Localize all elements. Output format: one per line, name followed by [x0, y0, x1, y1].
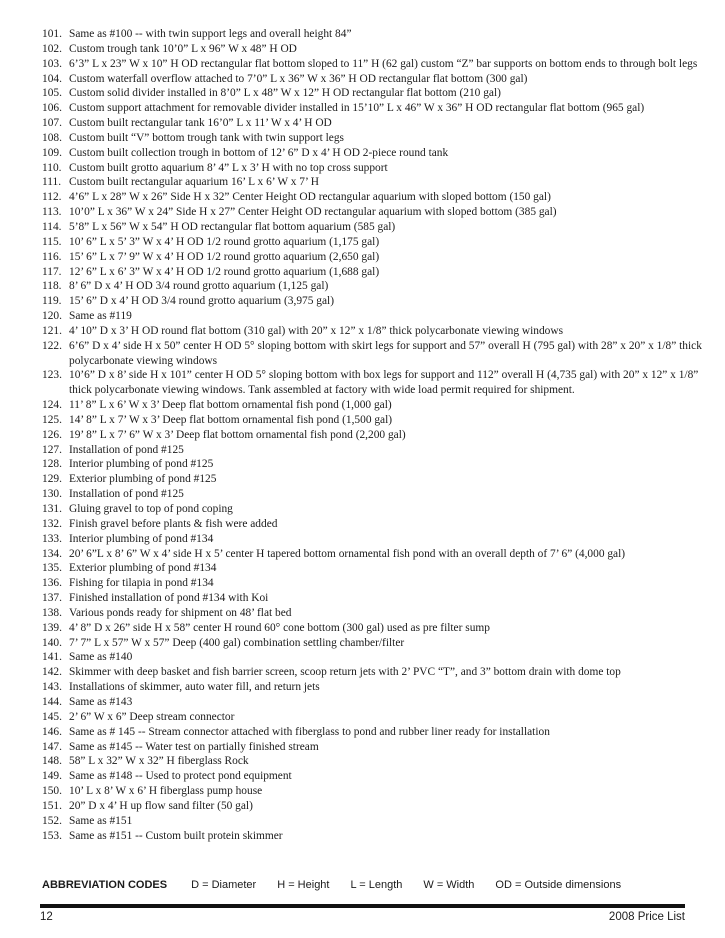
- item-number: 118.: [42, 280, 62, 293]
- list-item: [42, 636, 712, 651]
- list-item: [42, 591, 712, 606]
- item-description: Same as #151: [69, 814, 133, 827]
- item-description: Same as # 145 -- Stream connector attached with fiberglass to pond and rubber liner ready for installation: [69, 725, 550, 738]
- item-description: Various ponds ready for shipment on 48’ flat bed: [69, 606, 292, 619]
- list-item: [42, 502, 712, 517]
- item-description: Custom built grotto aquarium 8’ 4” L x 3’ H with no top cross support: [69, 161, 388, 174]
- item-description: 15’ 6” L x 7’ 9” W x 4’ H OD 1/2 round grotto aquarium (2,650 gal): [69, 250, 380, 263]
- item-description: Custom trough tank 10’0” L x 96” W x 48” H OD: [69, 42, 297, 55]
- list-item: [42, 324, 712, 339]
- item-description: Installation of pond #125: [69, 443, 184, 456]
- item-number: 122.: [42, 339, 62, 352]
- list-item: [42, 42, 712, 57]
- item-description: 5’8” L x 56” W x 54” H OD rectangular flat bottom aquarium (585 gal): [69, 220, 396, 233]
- item-description: Same as #140: [69, 651, 133, 664]
- list-item: [42, 57, 712, 72]
- item-description: 6’6” D x 4’ side H x 50” center H OD 5° sloping bottom with skirt legs for support and 57” overall H (795 gal) with 28” x 20” x 1/8” thick polycarbonate viewing windows: [69, 339, 702, 367]
- item-number: 143.: [42, 681, 62, 694]
- item-description: Installations of skimmer, auto water fill, and return jets: [69, 681, 320, 694]
- item-description: Exterior plumbing of pond #134: [69, 562, 217, 575]
- item-description: Interior plumbing of pond #125: [69, 458, 214, 471]
- item-number: 151.: [42, 799, 62, 812]
- item-description: 2’ 6” W x 6” Deep stream connector: [69, 710, 235, 723]
- item-description: 6’3” L x 23” W x 10” H OD rectangular flat bottom sloped to 11” H (62 gal) custom “Z” bar supports on bottom ends to through bolt legs: [69, 57, 698, 70]
- list-item: [42, 784, 712, 799]
- item-description: Gluing gravel to top of pond coping: [69, 503, 233, 515]
- list-item: [42, 235, 712, 250]
- item-number: 127.: [42, 443, 62, 456]
- item-description: Same as #151 -- Custom built protein skimmer: [69, 829, 283, 842]
- item-description: 10’0” L x 36” W x 24” Side H x 27” Center Height OD rectangular aquarium with sloped bottom (385 gal): [69, 206, 557, 219]
- item-number: 131.: [42, 503, 62, 515]
- abbreviation-code: W = Width: [423, 879, 475, 891]
- abbreviation-codes-section: [42, 879, 687, 891]
- list-item: [42, 175, 712, 190]
- abbreviation-code: OD = Outside dimensions: [495, 879, 622, 891]
- item-number: 109.: [42, 146, 62, 159]
- item-description: Custom support attachment for removable divider installed in 15’10” L x 46” W x 36” H OD rectangular flat bottom (965 gal): [69, 102, 645, 115]
- item-number: 120.: [42, 310, 62, 323]
- footer-title: 2008 Price List: [608, 911, 685, 923]
- item-number: 106.: [42, 102, 62, 115]
- page-footer: [40, 911, 685, 923]
- list-item: [42, 27, 712, 42]
- item-number: 110.: [42, 161, 62, 174]
- list-item: [42, 576, 712, 591]
- item-number: 116.: [42, 250, 62, 263]
- list-item: [42, 413, 712, 428]
- item-description: Custom built rectangular aquarium 16’ L x 6’ W x 7’ H: [69, 176, 320, 189]
- list-item: [42, 250, 712, 265]
- item-number: 126.: [42, 428, 62, 441]
- item-description: 12’ 6” L x 6’ 3” W x 4’ H OD 1/2 round grotto aquarium (1,688 gal): [69, 265, 380, 278]
- item-number: 121.: [42, 324, 62, 337]
- list-item: [42, 161, 712, 176]
- item-description: Installation of pond #125: [69, 488, 184, 501]
- item-description: Interior plumbing of pond #134: [69, 532, 214, 545]
- item-description: 20’ 6”L x 8’ 6” W x 4’ side H x 5’ center H tapered bottom ornamental fish pond with an overall depth of 7’ 6” (4,000 gal): [69, 547, 626, 560]
- item-description: 58” L x 32” W x 32” H fiberglass Rock: [69, 755, 249, 768]
- item-description: Custom solid divider installed in 8’0” L x 48” W x 12” H OD rectangular flat bottom (210 gal): [69, 87, 501, 100]
- item-description: Exterior plumbing of pond #125: [69, 473, 217, 486]
- item-description: 7’ 7” L x 57” W x 57” Deep (400 gal) combination settling chamber/filter: [69, 636, 405, 649]
- item-number: 136.: [42, 577, 62, 590]
- item-description: Finish gravel before plants & fish were added: [69, 517, 278, 530]
- item-number: 105.: [42, 87, 62, 100]
- item-number: 103.: [42, 57, 62, 70]
- item-number: 112.: [42, 191, 62, 204]
- list-item: [42, 205, 712, 220]
- item-description: 4’ 8” D x 26” side H x 58” center H round 60° cone bottom (300 gal) used as pre filter sump: [69, 621, 490, 634]
- item-number: 147.: [42, 740, 62, 753]
- item-number: 128.: [42, 458, 62, 471]
- item-number: 102.: [42, 42, 62, 55]
- abbreviation-codes-title: ABBREVIATION CODES: [42, 879, 168, 891]
- list-item: [42, 547, 712, 562]
- item-number: 123.: [42, 369, 62, 382]
- list-item: [42, 294, 712, 309]
- item-description: Custom built collection trough in bottom of 12’ 6” D x 4’ H OD 2-piece round tank: [69, 146, 449, 159]
- list-item: [42, 472, 712, 487]
- list-item: [42, 428, 712, 443]
- item-description: Same as #100 -- with twin support legs and overall height 84”: [69, 28, 352, 40]
- item-description: Custom built rectangular tank 16’0” L x 11’ W x 4’ H OD: [69, 117, 332, 130]
- list-item: [42, 86, 712, 101]
- item-number: 111.: [42, 176, 62, 189]
- item-description: 8’ 6” D x 4’ H OD 3/4 round grotto aquarium (1,125 gal): [69, 280, 329, 293]
- abbreviation-code: L = Length: [350, 879, 403, 891]
- item-description: Custom waterfall overflow attached to 7’0” L x 36” W x 36” H OD rectangular flat bottom (300 gal): [69, 72, 528, 85]
- list-item: [42, 309, 712, 324]
- list-item: [42, 487, 712, 502]
- item-description: Custom built “V” bottom trough tank with twin support legs: [69, 131, 344, 144]
- item-number: 107.: [42, 117, 62, 130]
- item-description: Same as #119: [69, 310, 132, 323]
- list-item: [42, 101, 712, 116]
- item-description: 4’ 10” D x 3’ H OD round flat bottom (310 gal) with 20” x 12” x 1/8” thick polycarbonate viewing windows: [69, 324, 564, 337]
- item-description: 4’6” L x 28” W x 26” Side H x 32” Center Height OD rectangular aquarium with sloped bottom (150 gal): [69, 191, 551, 204]
- item-number: 130.: [42, 488, 62, 501]
- item-number: 114.: [42, 220, 62, 233]
- list-item: [42, 116, 712, 131]
- list-item: [42, 532, 712, 547]
- item-number: 140.: [42, 636, 62, 649]
- item-number: 124.: [42, 399, 62, 412]
- item-description: 15’ 6” D x 4’ H OD 3/4 round grotto aquarium (3,975 gal): [69, 295, 334, 308]
- list-item: [42, 725, 712, 740]
- list-item: [42, 754, 712, 769]
- list-item: [42, 265, 712, 280]
- list-item: [42, 665, 712, 680]
- list-item: [42, 829, 712, 844]
- page-number: 12: [40, 911, 53, 923]
- list-item: [42, 606, 712, 621]
- item-description: Skimmer with deep basket and fish barrier screen, scoop return jets with 2’ PVC “T”, and 3” bottom drain with dome top: [69, 666, 621, 679]
- item-number: 101.: [42, 28, 62, 40]
- item-number: 148.: [42, 755, 62, 768]
- item-description: Finished installation of pond #134 with Koi: [69, 592, 269, 605]
- list-item: [42, 146, 712, 161]
- item-number: 144.: [42, 695, 62, 708]
- list-item: [42, 131, 712, 146]
- list-item: [42, 740, 712, 755]
- list-item: [42, 190, 712, 205]
- item-number: 137.: [42, 592, 62, 605]
- item-number: 152.: [42, 814, 62, 827]
- item-number: 125.: [42, 413, 62, 426]
- list-item: [42, 339, 712, 369]
- item-number: 139.: [42, 621, 62, 634]
- item-number: 141.: [42, 651, 62, 664]
- footer-rule: [40, 904, 685, 908]
- item-description: Fishing for tilapia in pond #134: [69, 577, 214, 590]
- item-number: 134.: [42, 547, 62, 560]
- item-description: Same as #145 -- Water test on partially finished stream: [69, 740, 319, 753]
- list-item: [42, 398, 712, 413]
- abbreviation-code: D = Diameter: [191, 879, 257, 891]
- list-item: [42, 368, 712, 398]
- item-number: 104.: [42, 72, 62, 85]
- catalog-item-list: [42, 27, 712, 843]
- item-description: Same as #148 -- Used to protect pond equipment: [69, 770, 292, 783]
- item-number: 119.: [42, 295, 62, 308]
- list-item: [42, 769, 712, 784]
- item-description: 10’6” D x 8’ side H x 101” center H OD 5° sloping bottom with box legs for support and 112” overall H (4,735 gal) with 20” x 12” x 1/8” thick polycarbonate viewing windows. Tank assembled at factory with wide load permit required for shipment.: [69, 369, 699, 397]
- item-number: 153.: [42, 829, 62, 842]
- item-number: 135.: [42, 562, 62, 575]
- item-number: 145.: [42, 710, 62, 723]
- list-item: [42, 680, 712, 695]
- list-item: [42, 517, 712, 532]
- item-number: 149.: [42, 770, 62, 783]
- list-item: [42, 279, 712, 294]
- list-item: [42, 799, 712, 814]
- item-number: 113.: [42, 206, 62, 219]
- list-item: [42, 457, 712, 472]
- list-item: [42, 621, 712, 636]
- list-item: [42, 695, 712, 710]
- item-number: 132.: [42, 517, 62, 530]
- list-item: [42, 72, 712, 87]
- item-number: 115.: [42, 235, 62, 248]
- item-description: 20” D x 4’ H up flow sand filter (50 gal): [69, 799, 253, 812]
- item-number: 146.: [42, 725, 62, 738]
- item-number: 129.: [42, 473, 62, 486]
- list-item: [42, 443, 712, 458]
- item-description: 11’ 8” L x 6’ W x 3’ Deep flat bottom ornamental fish pond (1,000 gal): [69, 399, 392, 412]
- abbreviation-codes-list: [191, 879, 621, 891]
- item-number: 138.: [42, 606, 62, 619]
- item-description: 10’ 6” L x 5’ 3” W x 4’ H OD 1/2 round grotto aquarium (1,175 gal): [69, 235, 380, 248]
- item-description: Same as #143: [69, 695, 133, 708]
- abbreviation-code: H = Height: [277, 879, 330, 891]
- item-description: 10’ L x 8’ W x 6’ H fiberglass pump house: [69, 785, 263, 798]
- list-item: [42, 220, 712, 235]
- list-item: [42, 814, 712, 829]
- item-number: 133.: [42, 532, 62, 545]
- item-description: 19’ 8” L x 7’ 6” W x 3’ Deep flat bottom ornamental fish pond (2,200 gal): [69, 428, 406, 441]
- list-item: [42, 710, 712, 725]
- list-item: [42, 561, 712, 576]
- item-number: 117.: [42, 265, 62, 278]
- item-description: 14’ 8” L x 7’ W x 3’ Deep flat bottom ornamental fish pond (1,500 gal): [69, 413, 393, 426]
- item-number: 150.: [42, 785, 62, 798]
- list-item: [42, 650, 712, 665]
- item-number: 142.: [42, 666, 62, 679]
- item-number: 108.: [42, 131, 62, 144]
